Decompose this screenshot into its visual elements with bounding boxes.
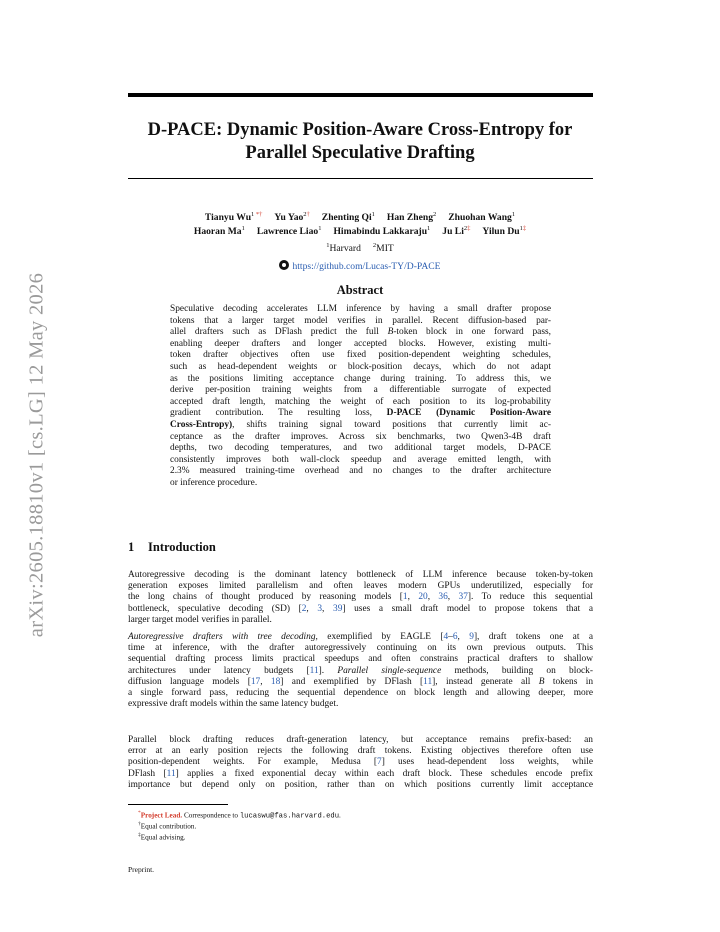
- citation[interactable]: 18: [270, 676, 281, 687]
- text-line: expressive draft models within the same latency budget.: [128, 699, 339, 710]
- author-affil-mark: 1: [427, 225, 431, 232]
- text-line: Parallel block drafting reduces draft-generation latency, but acceptance remains prefix-based: an: [128, 735, 593, 745]
- author-name: Himabindu Lakkaraju$^1$: [333, 225, 431, 238]
- title-line-2: Parallel Speculative Drafting: [245, 143, 475, 163]
- author-name: Tianyu Wu$^1$ *†: [204, 211, 263, 224]
- text-line: Autoregressive drafters with tree decoding, exemplified by EAGLE [4–6, 9], draft tokens one at a: [128, 632, 593, 642]
- citation[interactable]: 6: [452, 632, 458, 642]
- author-affil-mark: 1: [251, 211, 255, 218]
- text-line: larger target model verifies in parallel.: [128, 614, 272, 625]
- footnote-1: *Project Lead. Correspondence to lucaswu@fas.harvard.edu.: [138, 810, 341, 821]
- title-rule-bottom: [128, 178, 593, 179]
- citation[interactable]: 11: [309, 665, 319, 676]
- citation[interactable]: 11: [423, 676, 433, 687]
- citation[interactable]: 2: [301, 603, 307, 614]
- author-name: Han Zheng$^2$: [386, 211, 437, 224]
- author-name: Haoran Ma$^1$: [193, 225, 245, 238]
- author-affil-mark: 2: [433, 211, 437, 218]
- citation[interactable]: 17: [250, 676, 261, 687]
- text-line: allel drafters such as DFlash predict the full B-token block in one forward pass,: [170, 327, 551, 338]
- correspondence-email: lucaswu@fas.harvard.edu: [239, 812, 340, 821]
- title-line-1: D-PACE: Dynamic Position-Aware Cross-Entropy for: [147, 120, 573, 140]
- text-line: gradient contribution. The resulting loss, D-PACE (Dynamic Position-Aware: [170, 408, 551, 419]
- citation[interactable]: 3: [317, 603, 323, 614]
- author-role-mark: †: [306, 211, 310, 218]
- text-line: Cross-Entropy), shifts training signal toward positions that currently limit ac-: [170, 419, 551, 430]
- abstract-heading: Abstract: [336, 283, 384, 297]
- text-line: architectures under latency budgets [11]. Parallel single-sequence methods, building on block-: [128, 665, 593, 676]
- repo-link[interactable]: https://github.com/Lucas-TY/D-PACE: [292, 261, 441, 272]
- footnote-rule: [128, 804, 228, 805]
- authors-row-1: [110, 211, 610, 223]
- github-icon: [279, 260, 289, 270]
- text-line: time at inference, with the drafter autoregressively continuing on its own previous outputs. This: [128, 643, 593, 654]
- author-role-mark: ‡: [467, 225, 471, 232]
- author-affil-mark: 1: [241, 225, 245, 232]
- citation[interactable]: 37: [458, 592, 468, 603]
- affiliation-mark: 2: [372, 242, 377, 249]
- affiliation: $^1$Harvard: [326, 242, 361, 255]
- author-name: Zhuohan Wang$^1$: [448, 211, 516, 224]
- citation[interactable]: 36: [438, 592, 448, 603]
- preprint-label: Preprint.: [128, 865, 155, 874]
- author-name: Ju $Li^{2\ddagger}$: [442, 225, 471, 238]
- author-name: Lawrence Liao$^1$: [256, 225, 322, 238]
- intro-paragraph-2: [128, 632, 593, 710]
- citation[interactable]: 4: [443, 632, 449, 642]
- text-line: a single forward pass, reducing the sequential dependence on block length and allowing deeper, more: [128, 688, 593, 699]
- text-line: Speculative decoding accelerates LLM inference by having a small drafter propose: [170, 304, 551, 314]
- text-line: error at an early position rejects the following draft tokens. Existing objectives therefore often use: [128, 746, 593, 757]
- citation[interactable]: 1: [402, 592, 408, 603]
- author-affil-mark: 2: [463, 225, 468, 232]
- text-line: sequential drafting process limits practical speedups and often constrains practical drafters to shallow: [128, 654, 593, 665]
- text-line: token drafter objectives often use fixed position-dependent weighting schedules,: [170, 350, 551, 361]
- author-affil-mark: 1: [371, 211, 375, 218]
- citation[interactable]: 9: [469, 632, 474, 642]
- text-line: diffusion language models [17, 18] and exemplified by DFlash [11], instead generate all B tokens in: [128, 676, 594, 687]
- intro-paragraph-3: [128, 735, 593, 791]
- title-rule-top: [128, 93, 593, 97]
- author-affil-mark: 1: [511, 211, 516, 218]
- text-line: 2.3% measured training-time overhead and no changes to the drafter architecture: [170, 466, 551, 477]
- text-line: derive per-position training weights from a differentiable surrogate of expected: [170, 385, 551, 396]
- author-name: Zhenting Qi$^1$: [321, 211, 375, 224]
- text-line: ceptance as the drafter improves. Across six benchmarks, two Qwen3-4B draft: [170, 431, 551, 442]
- intro-paragraph-1: [128, 570, 593, 626]
- section-heading: [128, 540, 216, 555]
- affiliation-mark: 1: [326, 242, 330, 249]
- text-line: or inference procedure.: [170, 477, 258, 488]
- author-affil-mark: 1: [519, 225, 523, 232]
- paper-title: [110, 119, 610, 165]
- text-line: depths, two decoding temperatures, and two additional target models, D-PACE: [170, 443, 551, 454]
- text-line: tokens that a larger target model verifies in parallel. Recent diffusion-based par-: [170, 315, 551, 326]
- text-line: consistently improves both wall-clock speedup and average emitted length, with: [170, 454, 551, 465]
- author-name: Yu Yao$^{2\dagger}$: [274, 211, 310, 224]
- text-line: accepted draft length, matching the weight of each position to its log-probability: [170, 396, 551, 407]
- section-title: Introduction: [148, 540, 216, 554]
- author-affil-mark: 2: [303, 211, 307, 218]
- text-line: position-dependent weights. For example, Medusa [7] uses head-dependent loss weights, while: [128, 757, 593, 768]
- text-line: DFlash [11] applies a fixed exponential decay within each draft block. These schedules encode prefix: [128, 768, 593, 779]
- repo-link-line: [110, 260, 610, 272]
- footnote-2: †Equal contribution.: [138, 821, 197, 831]
- affiliation: $^2$MIT: [372, 242, 394, 255]
- author-name: Yilun $Du^{1\ddagger}$: [482, 225, 527, 238]
- affiliations: [110, 242, 610, 254]
- text-line: Autoregressive decoding is the dominant latency bottleneck of LLM inference because token-by-token: [128, 570, 593, 580]
- author-role-mark: ‡: [522, 225, 527, 232]
- text-line: as the positions limiting acceptance change during training. To address this, we: [170, 373, 551, 384]
- abstract-body: [170, 304, 551, 490]
- text-line: such as head-dependent weights or block-position decays, which do not adapt: [170, 361, 551, 372]
- footnote-3: ‡Equal advising.: [138, 832, 186, 842]
- text-line: importance but depend only on position, rather than on which positions currently limit acceptance: [128, 779, 593, 790]
- citation[interactable]: 20: [418, 592, 428, 603]
- author-affil-mark: 1: [318, 225, 322, 232]
- authors-row-2: [110, 225, 610, 237]
- text-line: bottleneck, speculative decoding (SD) [2, 3, 39] uses a small draft model to propose tokens that a: [128, 603, 593, 614]
- citation[interactable]: 11: [166, 768, 176, 779]
- text-line: the long chains of thought produced by reasoning models [1, 20, 36, 37]. To reduce this sequential: [128, 592, 594, 603]
- text-line: enabling deeper drafters and longer accepted blocks. However, existing multi-: [170, 338, 551, 349]
- citation[interactable]: 7: [377, 757, 382, 768]
- text-line: generation exposes limited parallelism and often leaves modern GPUs underutilized, especially for: [128, 581, 593, 592]
- citation[interactable]: 39: [333, 603, 343, 614]
- author-role-mark: *†: [254, 211, 263, 218]
- section-number: 1: [128, 540, 135, 554]
